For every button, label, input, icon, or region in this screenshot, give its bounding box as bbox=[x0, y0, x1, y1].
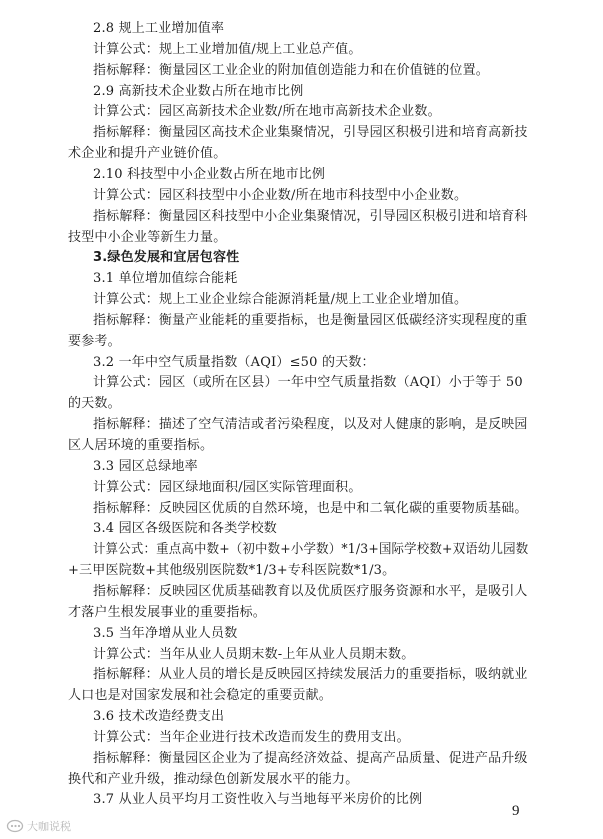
paragraph-line: 要参考。 bbox=[68, 334, 121, 349]
paragraph-line: 计算公式：园区科技型中小企业数/所在地市科技型中小企业数。 bbox=[93, 188, 468, 203]
paragraph-line: 指标解释：衡量园区企业为了提高经济效益、提高产品质量、促进产品升级 bbox=[93, 751, 528, 766]
paragraph-line: 指标解释：描述了空气清洁或者污染程度，以及对人健康的影响，是反映园 bbox=[93, 417, 528, 432]
subsection-heading: 2.10 科技型中小企业数占所在地市比例 bbox=[93, 167, 326, 182]
paragraph-line: 指标解释：衡量产业能耗的重要指标，也是衡量园区低碳经济实现程度的重 bbox=[93, 313, 528, 328]
subsection-heading: 3.7 从业人员平均月工资性收入与当地每平米房价的比例 bbox=[93, 792, 423, 807]
paragraph-line: 计算公式：园区（或所在区县）一年中空气质量指数（AQI）小于等于 50 bbox=[93, 375, 523, 390]
paragraph-line: 指标解释：反映园区优质的自然环境，也是中和二氧化碳的重要物质基础。 bbox=[93, 501, 528, 516]
subsection-heading: 3.2 一年中空气质量指数（AQI）≤50 的天数： bbox=[93, 355, 375, 370]
paragraph-line: 计算公式：规上工业增加值/规上工业总产值。 bbox=[93, 42, 362, 57]
paragraph-line: 指标解释：衡量园区高技术企业集聚情况，引导园区积极引进和培育高新技 bbox=[93, 125, 528, 140]
paragraph-line: 计算公式：园区高新技术企业数/所在地市高新技术企业数。 bbox=[93, 104, 441, 119]
paragraph-line: +三甲医院数+其他级别医院数*1/3+专科医院数*1/3。 bbox=[68, 563, 396, 578]
subsection-heading: 2.8 规上工业增加值率 bbox=[93, 21, 225, 36]
paragraph-line: 换代和产业升级，推动绿色创新发展水平的能力。 bbox=[68, 772, 359, 787]
paragraph-line: 计算公式：当年企业进行技术改造而发生的费用支出。 bbox=[93, 730, 410, 745]
paragraph-line: 人口也是对国家发展和社会稳定的重要贡献。 bbox=[68, 688, 333, 703]
subsection-heading: 3.3 园区总绿地率 bbox=[93, 459, 198, 474]
paragraph-line: 指标解释：从业人员的增长是反映园区持续发展活力的重要指标，吸纳就业 bbox=[93, 667, 528, 682]
paragraph-line: 才落户生根发展事业的重要指标。 bbox=[68, 605, 267, 620]
paragraph-line: 指标解释：衡量园区科技型中小企业集聚情况，引导园区积极引进和培育科 bbox=[93, 209, 528, 224]
paragraph-line: 计算公式：规上工业企业综合能源消耗量/规上工业企业增加值。 bbox=[93, 292, 468, 307]
section-heading: 3.绿色发展和宜居包容性 bbox=[93, 250, 240, 265]
paragraph-line: 技型中小企业等新生力量。 bbox=[68, 230, 227, 245]
subsection-heading: 2.9 高新技术企业数占所在地市比例 bbox=[93, 84, 304, 99]
paragraph-line: 计算公式：园区绿地面积/园区实际管理面积。 bbox=[93, 480, 362, 495]
subsection-heading: 3.6 技术改造经费支出 bbox=[93, 709, 225, 724]
subsection-heading: 3.4 园区各级医院和各类学校数 bbox=[93, 521, 278, 536]
paragraph-line: 的天数。 bbox=[68, 396, 121, 411]
watermark-text: 大咖说税 bbox=[27, 820, 71, 833]
subsection-heading: 3.1 单位增加值综合能耗 bbox=[93, 271, 238, 286]
paragraph-line: 计算公式：当年从业人员期末数-上年从业人员期末数。 bbox=[93, 647, 415, 662]
paragraph-line: 指标解释：反映园区优质基础教育以及优质医疗服务资源和水平，是吸引人 bbox=[93, 584, 528, 599]
paragraph-line: 术企业和提升产业链价值。 bbox=[68, 146, 227, 161]
paragraph-line: 计算公式：重点高中数+（初中数+小学数）*1/3+国际学校数+双语幼儿园数 bbox=[93, 542, 529, 557]
paragraph-line: 指标解释：衡量园区工业企业的附加值创造能力和在价值链的位置。 bbox=[93, 63, 490, 78]
page-number: 9 bbox=[512, 803, 520, 819]
watermark bbox=[6, 818, 71, 834]
subsection-heading: 3.5 当年净增从业人员数 bbox=[93, 626, 238, 641]
watermark-logo-icon bbox=[6, 819, 24, 833]
paragraph-line: 区人居环境的重要指标。 bbox=[68, 438, 214, 453]
